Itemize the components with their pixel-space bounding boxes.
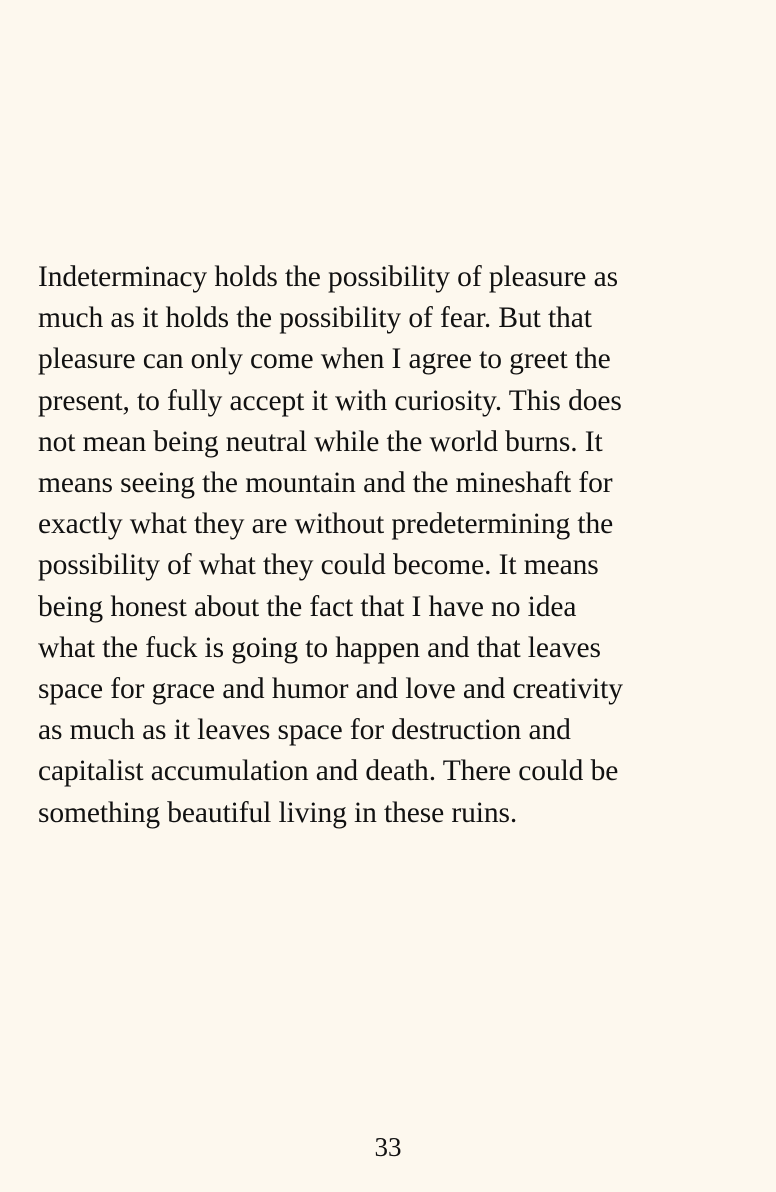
text-line: exactly what they are without predetermining the [38,508,614,541]
text-line: what the fuck is going to happen and that leaves [38,631,601,664]
text-line: present, to fully accept it with curiosity. This does [38,384,622,417]
text-line: as much as it leaves space for destruction and [38,714,571,747]
page-number: 33 [374,1132,402,1162]
body-paragraph [38,257,708,834]
text-line: Indeterminacy holds the possibility of pleasure as [38,261,618,293]
text-line: possibility of what they could become. It means [38,549,599,582]
text-line: space for grace and humor and love and creativity [38,673,623,706]
text-line: means seeing the mountain and the mineshaft for [38,467,613,500]
text-line: capitalist accumulation and death. There could be [38,755,619,788]
text-line: much as it holds the possibility of fear. But that [38,302,592,335]
text-line: pleasure can only come when I agree to greet the [38,343,611,376]
text-line: being honest about the fact that I have no idea [38,590,577,623]
text-line: something beautiful living in these ruins. [38,796,518,829]
text-line: not mean being neutral while the world burns. It [38,425,603,458]
